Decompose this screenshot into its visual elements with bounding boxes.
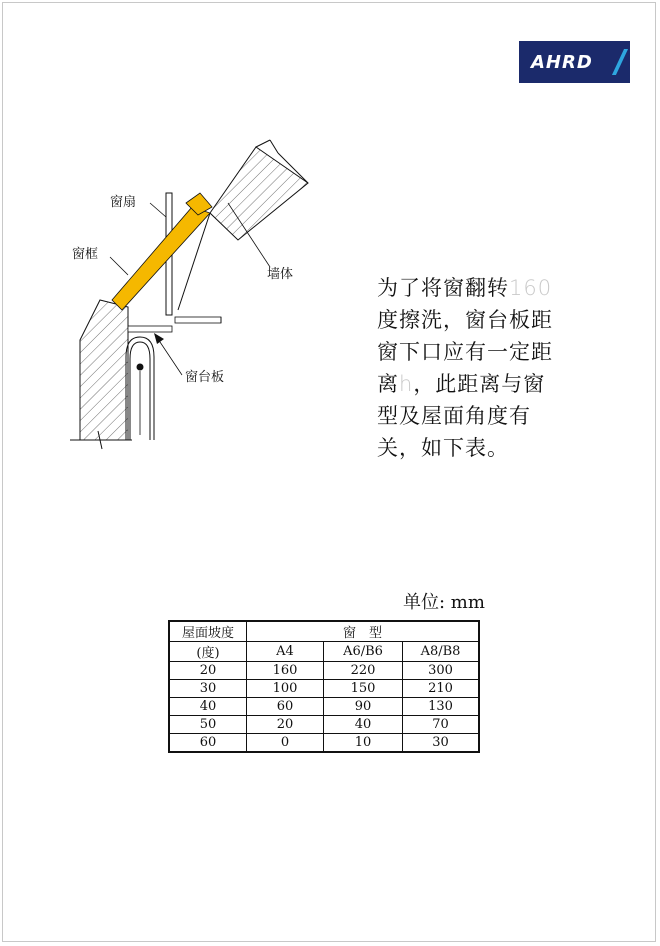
lower-wall <box>80 300 128 440</box>
desc-line: 离h，此距离与窗 <box>377 372 546 396</box>
value-cell: 100 <box>247 680 324 698</box>
value-cell: 210 <box>403 680 480 698</box>
logo-text: AHRD <box>531 51 593 73</box>
slope-header-unit: (度) <box>169 642 247 662</box>
desc-line: 为了将窗翻转160 <box>377 276 553 300</box>
value-cell: 160 <box>247 662 324 680</box>
window-sill-board <box>128 326 172 332</box>
description-text <box>377 272 577 464</box>
type-header: A8/B8 <box>403 642 480 662</box>
value-cell: 40 <box>324 716 403 734</box>
window-section-diagram <box>60 135 330 460</box>
logo-slash-icon <box>598 49 628 75</box>
desc-line: 关，如下表。 <box>377 436 509 460</box>
value-cell: 10 <box>324 734 403 753</box>
label-sill: 窗台板 <box>185 370 225 385</box>
table-row <box>169 734 479 753</box>
window-type-header: 窗 型 <box>247 621 480 642</box>
desc-line: 度擦洗，窗台板距 <box>377 308 553 332</box>
value-cell: 30 <box>403 734 480 753</box>
value-cell: 220 <box>324 662 403 680</box>
table-row <box>169 662 479 680</box>
unit-label: 单位: mm <box>403 592 485 613</box>
slope-cell: 60 <box>169 734 247 753</box>
label-sash: 窗扇 <box>110 195 137 210</box>
slope-header: 屋面坡度 <box>169 621 247 642</box>
slope-cell: 30 <box>169 680 247 698</box>
value-cell: 0 <box>247 734 324 753</box>
value-cell: 60 <box>247 698 324 716</box>
slope-cell: 20 <box>169 662 247 680</box>
slope-cell: 40 <box>169 698 247 716</box>
upper-wall <box>210 147 308 240</box>
table-row <box>169 680 479 698</box>
desc-line: 型及屋面角度有 <box>377 404 531 428</box>
desc-line: 窗下口应有一定距 <box>377 340 553 364</box>
type-header: A6/B6 <box>324 642 403 662</box>
table-row <box>169 716 479 734</box>
value-cell: 70 <box>403 716 480 734</box>
label-frame: 窗框 <box>72 247 99 262</box>
window-sill-distance-table <box>168 620 480 753</box>
ahrd-logo <box>519 41 630 83</box>
slope-cell: 50 <box>169 716 247 734</box>
label-wall: 墙体 <box>267 267 294 282</box>
value-cell: 150 <box>324 680 403 698</box>
value-cell: 90 <box>324 698 403 716</box>
value-cell: 20 <box>247 716 324 734</box>
type-header: A4 <box>247 642 324 662</box>
table-row <box>169 698 479 716</box>
value-cell: 300 <box>403 662 480 680</box>
value-cell: 130 <box>403 698 480 716</box>
diagram-drawing <box>60 135 330 460</box>
